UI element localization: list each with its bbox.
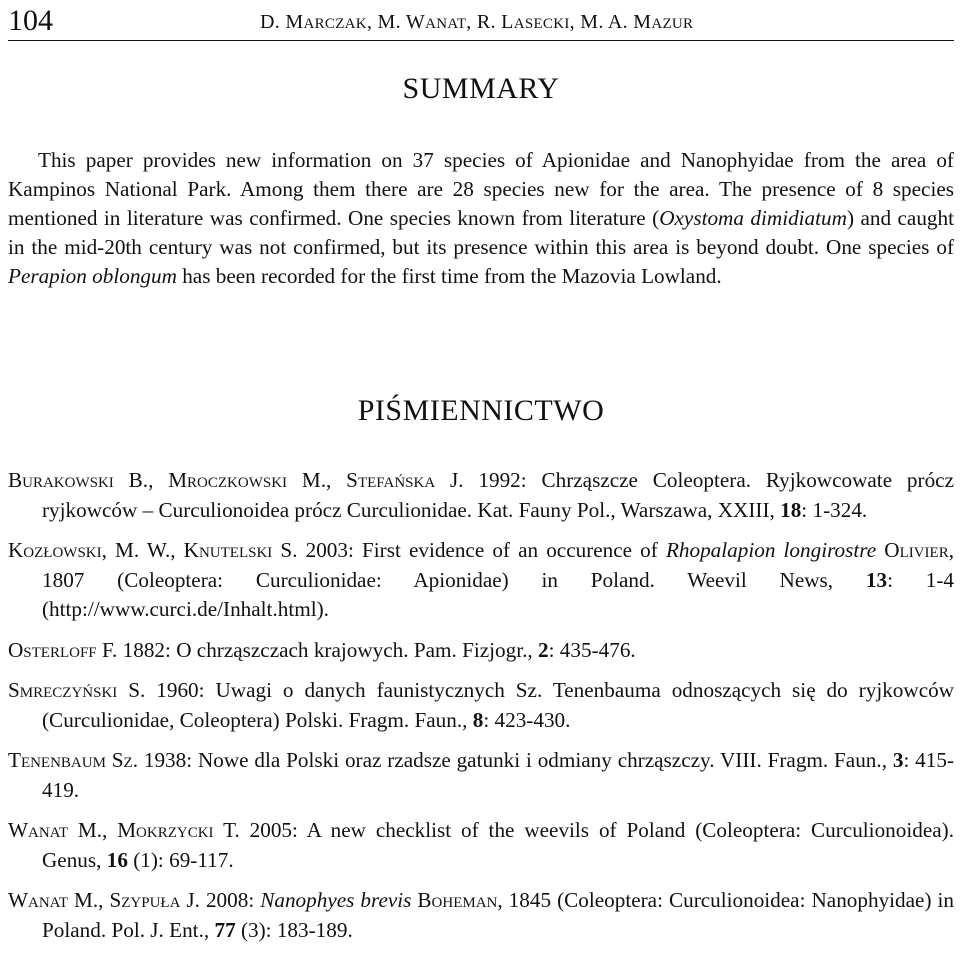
author-separator: , (148, 468, 169, 492)
running-head-authors (260, 8, 693, 38)
document-page (8, 0, 954, 970)
reference-entry (8, 886, 954, 945)
species-name: Rhopalapion longirostre (665, 538, 877, 562)
reference-text: 2005: A new checklist of the weevils of Poland (Coleoptera: Curculionoidea). Genus, (42, 818, 954, 872)
reference-text: 1960: Uwagi o danych faunistycznych Sz. Tenenbauma odnoszących się do ryjkowców (Curculionidae, Coleoptera) Polski. Fragm. Faun., (42, 678, 954, 732)
references-heading: PIŚMIENNICTWO (357, 394, 605, 427)
summary-text-2: ) and caught in the mid-20th century was not confirmed, but its presence within this area is beyond doubt. One species of (8, 206, 954, 259)
reference-author: Tenenbaum Sz. (8, 748, 139, 772)
reference-author: Szypuła J. (109, 888, 200, 912)
reference-entry (8, 636, 954, 666)
author-separator: , (326, 468, 347, 492)
author-separator: , (98, 888, 110, 912)
reference-author: Smreczyński S. (8, 678, 146, 702)
species-authority: Boheman (417, 888, 498, 912)
summary-heading: SUMMARY (402, 72, 560, 105)
author-separator: , (170, 538, 184, 562)
author-initial: R. (476, 11, 496, 33)
page-number: 104 (8, 4, 53, 37)
reference-author: Wanat M. (8, 818, 103, 842)
summary-paragraph (8, 146, 954, 291)
reference-volume: 8 (472, 707, 484, 732)
reference-volume: 77 (214, 917, 236, 942)
reference-pages: : 435-476. (548, 637, 636, 662)
author-surname-rest: ASECKI (513, 16, 570, 32)
page-header (8, 2, 954, 41)
species-name: Perapion oblongum (8, 264, 177, 288)
reference-author: Mroczkowski M. (168, 468, 327, 492)
summary-text-1: This paper provides new information on 37 species of Apionidae and Nanophyidae from the area of Kampinos National Park. Among them there are 28 species new for the area. The presence of 8 species mentioned in literature was confirmed. One species known from literature ( (8, 148, 954, 230)
author-separator: , (466, 11, 477, 33)
summary-text-3: has been recorded for the first time from the Mazovia Lowland. (176, 264, 722, 288)
reference-volume: 18 (780, 497, 802, 522)
reference-entry (8, 746, 954, 805)
author-separator: , (366, 11, 378, 33)
author-surname-cap: W (405, 11, 426, 33)
reference-pages: (3): 183-189. (235, 917, 353, 942)
reference-pages: : 415-419. (42, 748, 954, 802)
author-initial: M. A. (580, 11, 628, 33)
species-authority: Olivier (884, 538, 949, 562)
author-separator: , (569, 11, 581, 33)
author-surname-cap: M (633, 11, 652, 33)
author-surname-rest: AZUR (651, 16, 694, 32)
reference-entry (8, 466, 954, 525)
reference-volume: 13 (865, 567, 888, 592)
reference-pages: : 1-324. (801, 497, 868, 522)
reference-entry (8, 816, 954, 875)
reference-volume: 3 (892, 748, 904, 772)
reference-author: Wanat M. (8, 888, 99, 912)
reference-pages: (1): 69-117. (127, 847, 234, 872)
reference-pages: : 1-4 (http://www.curci.de/Inhalt.html). (42, 567, 954, 621)
reference-text: 2008: (199, 888, 261, 912)
reference-text: , 1807 (Coleoptera: Curculionidae: Apionidae) in Poland. Weevil News, (42, 538, 955, 592)
author-surname-rest: ARCZAK (303, 16, 367, 32)
author-surname-cap: L (501, 11, 514, 33)
reference-text: 1882: O chrząszczach krajowych. Pam. Fizjogr., (117, 637, 539, 662)
reference-volume: 2 (538, 637, 549, 662)
reference-text: 1938: Nowe dla Polski oraz rzadsze gatunki i odmiany chrząszczy. VIII. Fragm. Faun., (138, 748, 893, 772)
reference-text: 2003: First evidence of an occurence of (297, 538, 666, 562)
reference-author: Stefańska J. (346, 468, 464, 492)
reference-author: Osterloff F. (8, 637, 118, 662)
reference-entry (8, 676, 954, 735)
author-surname-cap: M (285, 11, 304, 33)
species-name: Oxystoma dimidiatum (659, 206, 847, 230)
author-initial: M. (377, 11, 401, 33)
reference-author: Knutelski S. (183, 538, 298, 562)
reference-author: Kozłowski, M. W. (8, 538, 171, 562)
author-surname-rest: ANAT (425, 16, 467, 32)
reference-author: Mokrzycki T. (117, 818, 240, 842)
reference-list (8, 466, 954, 956)
reference-pages: : 423-430. (483, 707, 571, 732)
reference-author: Burakowski B. (8, 468, 149, 492)
reference-text: 1992: Chrząszcze Coleoptera. Ryjkowcowate prócz ryjkowców – Curculionoidea prócz Curculionidae. Kat. Fauny Pol., Warszawa, XXIII, (42, 468, 954, 522)
species-name: Nanophyes brevis (260, 888, 412, 912)
reference-volume: 16 (106, 847, 128, 872)
author-separator: , (102, 818, 118, 842)
author-initial: D. (260, 11, 281, 33)
reference-text: , 1845 (Coleoptera: Curculionoidea: Nanophyidae) in Poland. Pol. J. Ent., (42, 888, 954, 942)
reference-entry (8, 536, 954, 625)
